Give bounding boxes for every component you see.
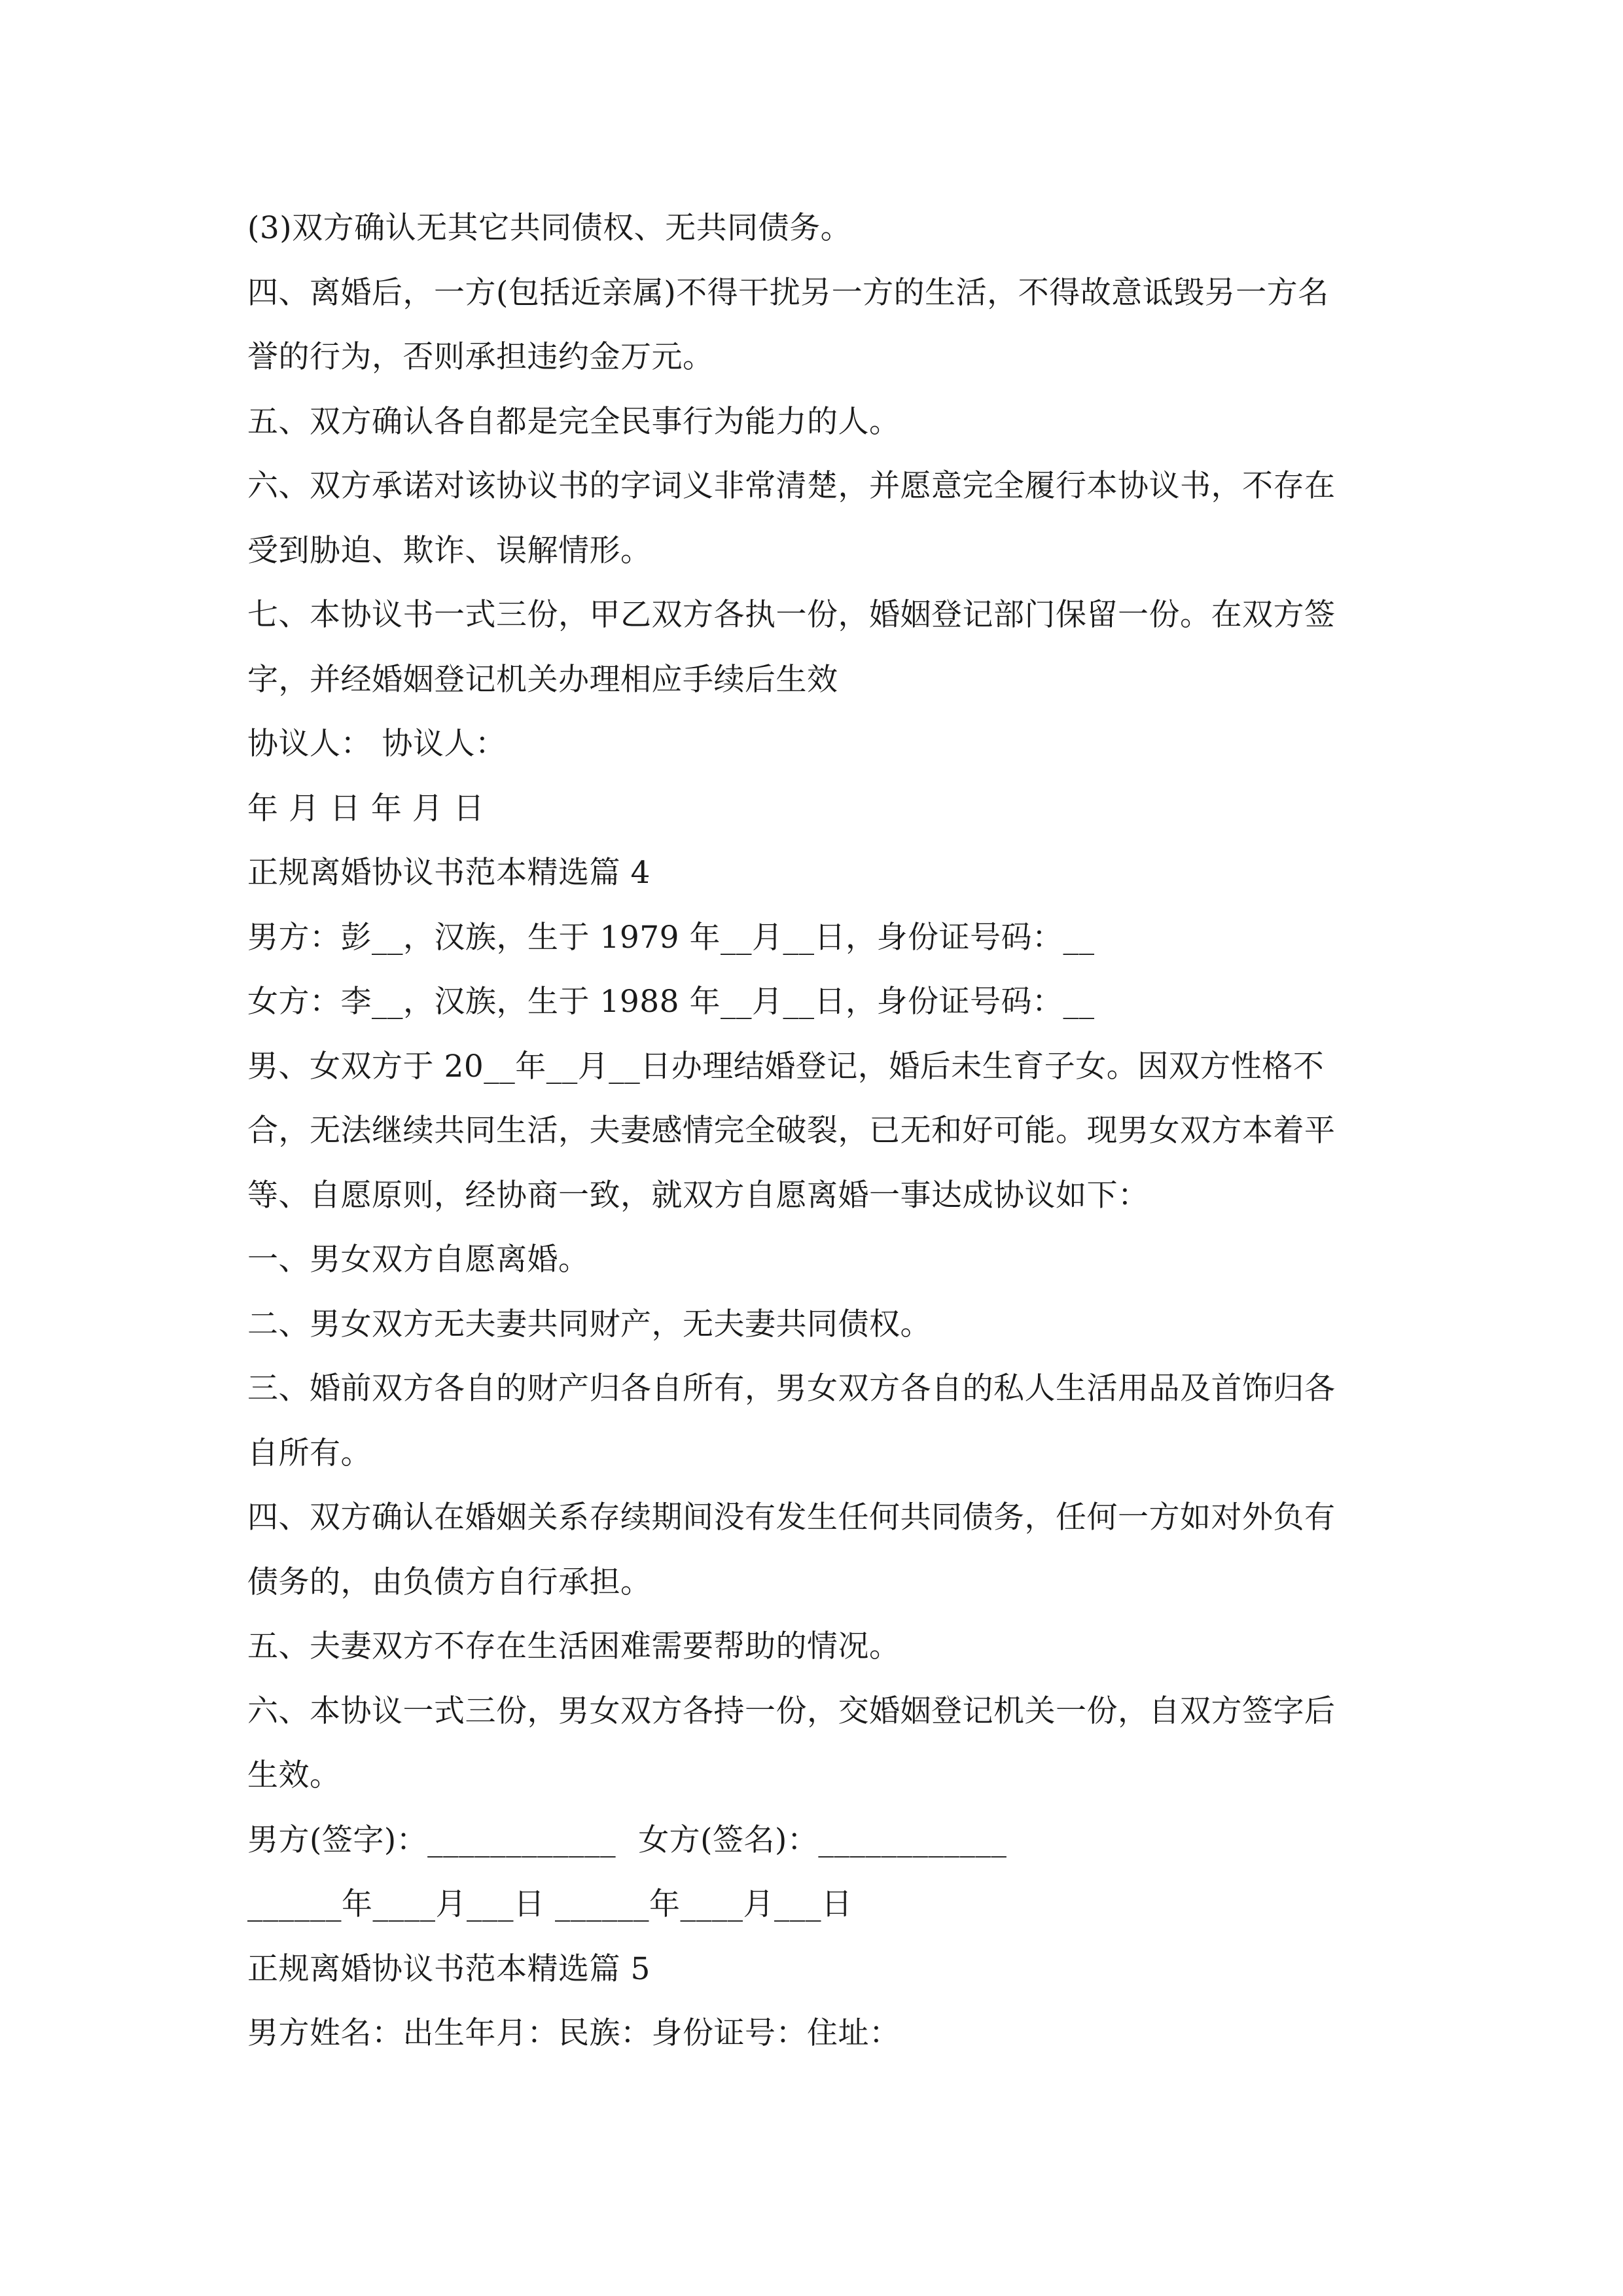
text-line: 四、离婚后，一方(包括近亲属)不得干扰另一方的生活，不得故意诋毁另一方名 xyxy=(247,274,1329,311)
text-line: 男、女双方于 20__年__月__日办理结婚登记，婚后未生育子女。因双方性格不 xyxy=(247,1048,1325,1085)
document-body xyxy=(247,196,1380,2066)
female-signature-field: 女方(签名)：____________ xyxy=(638,1821,1007,1858)
clause-line: 生效。 xyxy=(247,1757,341,1793)
text-line: (3)双方确认无其它共同债权、无共同债务。 xyxy=(247,210,852,246)
clause-line: 四、双方确认在婚姻关系存续期间没有发生任何共同债务，任何一方如对外负有 xyxy=(247,1499,1336,1535)
date-placeholder-line: 年 月 日 年 月 日 xyxy=(247,790,485,827)
clause-line: 六、本协议一式三份，男女双方各持一份，交婚姻登记机关一份，自双方签字后 xyxy=(247,1693,1336,1729)
signatories-line: 协议人： 协议人： xyxy=(247,726,507,762)
text-line: 七、本协议书一式三份，甲乙双方各执一份，婚姻登记部门保留一份。在双方签 xyxy=(247,597,1336,633)
male-party-line: 男方：彭__，汉族，生于 1979 年__月__日，身份证号码：__ xyxy=(247,919,1095,956)
text-line: 字，并经婚姻登记机关办理相应手续后生效 xyxy=(247,661,838,698)
text-line: 合，无法继续共同生活，夫妻感情完全破裂，已无和好可能。现男女双方本着平 xyxy=(247,1113,1336,1149)
text-line: 五、双方确认各自都是完全民事行为能力的人。 xyxy=(247,403,901,440)
clause-line: 一、男女双方自愿离婚。 xyxy=(247,1242,590,1278)
male-signature-field: 男方(签字)：____________ xyxy=(247,1821,616,1858)
section-heading-5: 正规离婚协议书范本精选篇 5 xyxy=(247,1950,651,1987)
female-party-line: 女方：李__，汉族，生于 1988 年__月__日，身份证号码：__ xyxy=(247,984,1095,1020)
clause-line: 五、夫妻双方不存在生活困难需要帮助的情况。 xyxy=(247,1628,901,1664)
clause-line: 自所有。 xyxy=(247,1435,372,1471)
signature-line xyxy=(247,1808,1380,1873)
clause-line: 债务的，由负债方自行承担。 xyxy=(247,1564,652,1600)
clause-line: 二、男女双方无夫妻共同财产，无夫妻共同债权。 xyxy=(247,1306,931,1342)
section-heading-4: 正规离婚协议书范本精选篇 4 xyxy=(247,855,651,891)
text-line: 誉的行为，否则承担违约金万元。 xyxy=(247,339,714,375)
text-line: 等、自愿原则，经协商一致，就双方自愿离婚一事达成协议如下： xyxy=(247,1177,1149,1213)
signature-date-line: ______年____月___日 ______年____月___日 xyxy=(247,1886,853,1922)
text-line: 六、双方承诺对该协议书的字词义非常清楚，并愿意完全履行本协议书，不存在 xyxy=(247,468,1336,504)
text-line: 受到胁迫、欺诈、误解情形。 xyxy=(247,532,652,569)
male-info-line: 男方姓名：出生年月：民族：身份证号：住址： xyxy=(247,2015,901,2051)
clause-line: 三、婚前双方各自的财产归各自所有，男女双方各自的私人生活用品及首饰归各 xyxy=(247,1371,1336,1407)
